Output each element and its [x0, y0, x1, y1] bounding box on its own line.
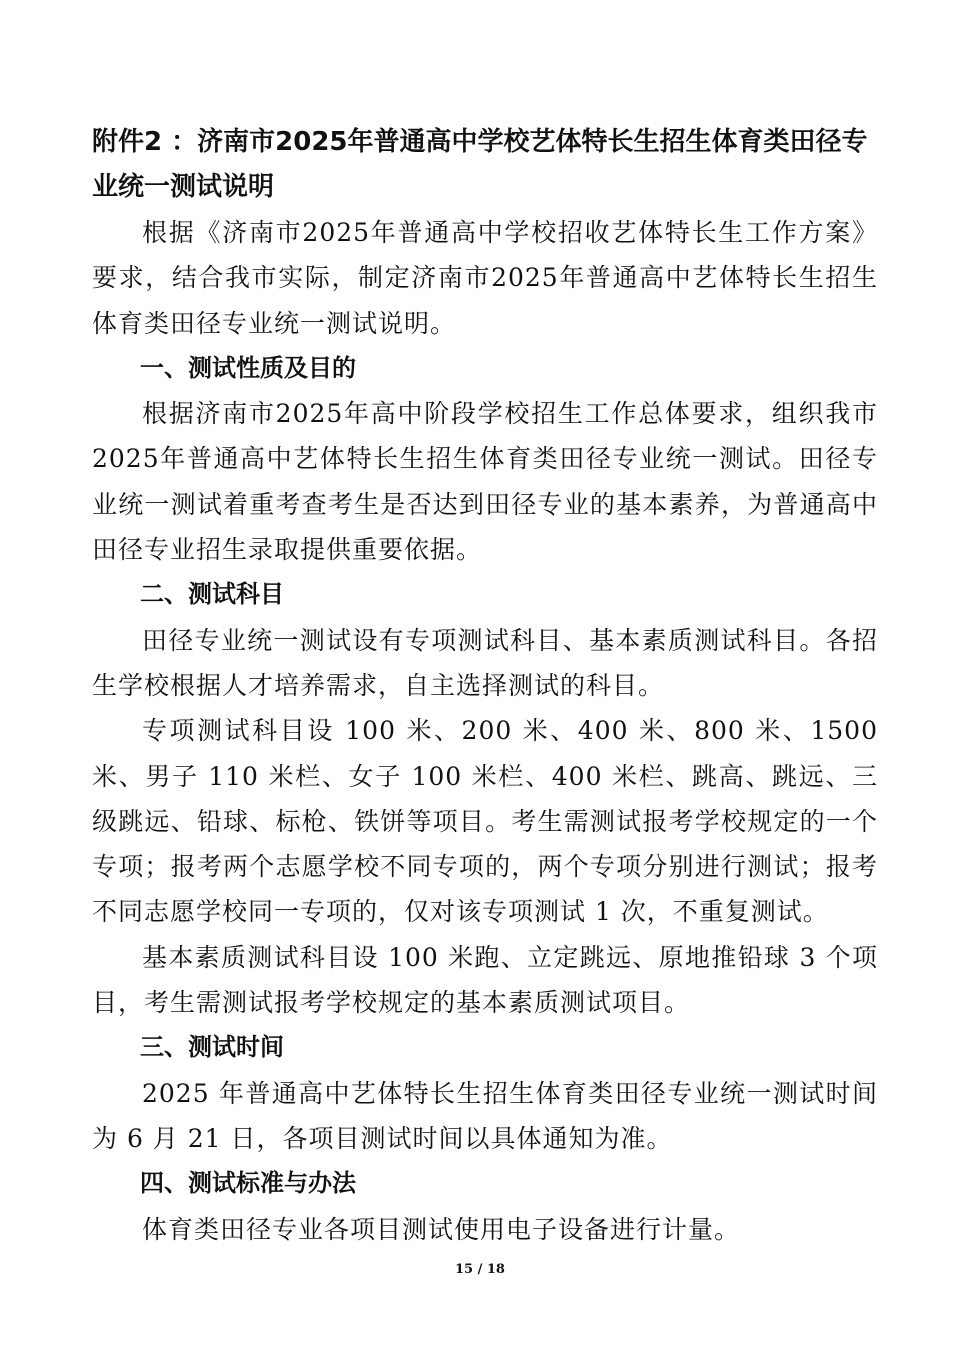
document-title: 附件2 ：济南市2025年普通高中学校艺体特长生招生体育类田径专业统一测试说明 — [92, 127, 868, 202]
section-4-paragraph: 体育类田径专业各项目测试使用电子设备进行计量。 — [142, 1214, 741, 1244]
section-2-paragraph-2: 专项测试科目设 100 米、200 米、400 米、800 米、1500 米、男子 110 米栏、女子 100 米栏、400 米栏、跳高、跳远、三级跳远、铅球、标枪、铁饼等项目。考生需测试报考学校规定的一个专项；报考两个志愿学校不同专项的，两个专项分别进行测试；报考不同志愿学校同一专项的，仅对该专项测试 1 次，不重复测试。 — [92, 716, 878, 927]
section-heading-1: 一、测试性质及目的 — [140, 353, 356, 382]
section-heading-3: 三、测试时间 — [140, 1033, 284, 1062]
section-heading-2: 二、测试科目 — [140, 580, 284, 609]
section-2-paragraph-1: 田径专业统一测试设有专项测试科目、基本素质测试科目。各招生学校根据人才培养需求，自主选择测试的科目。 — [92, 625, 878, 700]
section-3-paragraph: 2025 年普通高中艺体特长生招生体育类田径专业统一测试时间为 6 月 21 日，各项目测试时间以具体通知为准。 — [92, 1078, 878, 1153]
section-heading-4: 四、测试标准与办法 — [140, 1169, 356, 1198]
page-number: 15 / 18 — [455, 1262, 505, 1277]
section-2-paragraph-3: 基本素质测试科目设 100 米跑、立定跳远、原地推铅球 3 个项目，考生需测试报考学校规定的基本素质测试项目。 — [92, 942, 878, 1018]
document-body — [92, 210, 878, 1252]
section-1-paragraph: 根据济南市2025年高中阶段学校招生工作总体要求，组织我市2025年普通高中艺体特长生招生体育类田径专业统一测试。田径专业统一测试着重考查考生是否达到田径专业的基本素养，为普通高中田径专业招生录取提供重要依据。 — [92, 399, 878, 565]
intro-paragraph: 根据《济南市2025年普通高中学校招收艺体特长生工作方案》要求，结合我市实际，制定济南市2025年普通高中艺体特长生招生体育类田径专业统一测试说明。 — [92, 218, 878, 338]
